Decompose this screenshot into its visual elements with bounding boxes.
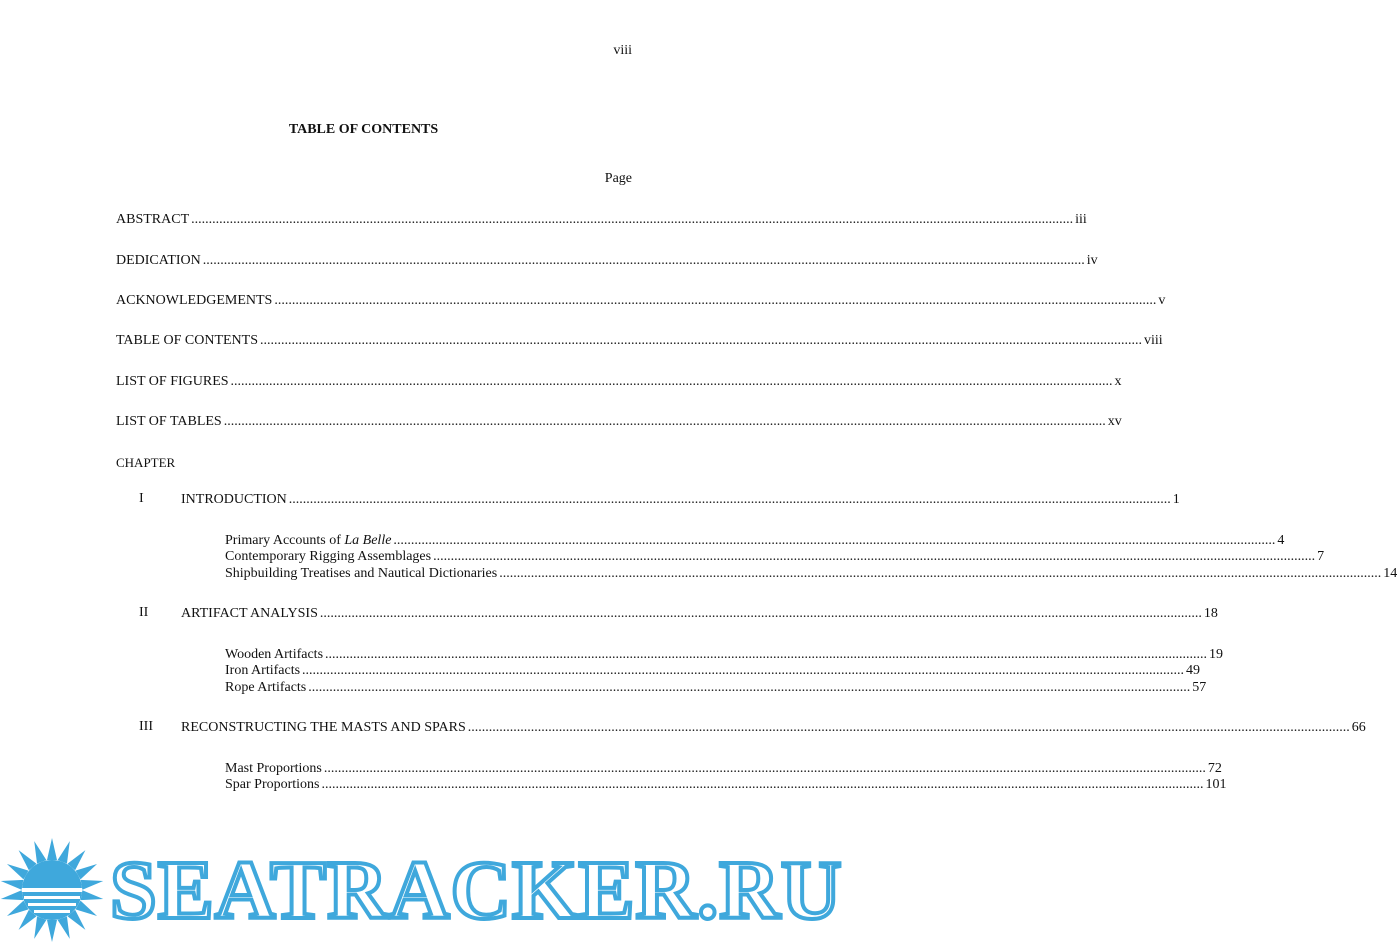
toc-entry-abstract[interactable] (116, 211, 1087, 228)
leader-dots (260, 332, 1142, 349)
toc-entry-label: Spar Proportions (225, 777, 320, 792)
toc-chapter-entry[interactable] (181, 605, 1218, 622)
toc-entry-label: ACKNOWLEDGEMENTS (116, 293, 273, 308)
toc-section-entry[interactable] (225, 646, 1224, 663)
toc-entry-acknowledgements[interactable] (116, 292, 1166, 309)
toc-entry-label: RECONSTRUCTING THE MASTS AND SPARS (181, 720, 466, 735)
page-title: TABLE OF CONTENTS (288, 122, 439, 137)
toc-entry-page: 66 (1351, 720, 1366, 735)
leader-dots (274, 292, 1156, 309)
toc-section-entry[interactable] (225, 679, 1207, 696)
toc-entry-label: Mast Proportions (225, 761, 322, 776)
chapter-numeral: II (139, 605, 149, 620)
leader-dots (302, 662, 1184, 679)
toc-entry-page: v (1158, 293, 1166, 308)
leader-dots (320, 605, 1202, 622)
leader-dots (324, 760, 1206, 777)
toc-section-entry[interactable] (225, 565, 1397, 582)
toc-entry-dedication[interactable] (116, 252, 1098, 269)
toc-entry-page: 72 (1207, 761, 1222, 776)
toc-section-entry[interactable] (225, 760, 1222, 777)
toc-entry-list-of-tables[interactable] (116, 413, 1122, 430)
toc-section-entry[interactable] (225, 662, 1201, 679)
toc-entry-page: 4 (1277, 533, 1285, 548)
toc-entry-label: Rope Artifacts (225, 680, 307, 695)
toc-chapter-entry[interactable] (181, 719, 1366, 736)
page-number: viii (613, 43, 632, 58)
toc-entry-label: DEDICATION (116, 253, 201, 268)
watermark-text: SEATRACKER.RU (110, 844, 843, 937)
toc-entry-label: ARTIFACT ANALYSIS (181, 606, 318, 621)
toc-section-entry[interactable] (225, 532, 1285, 549)
leader-dots (393, 532, 1275, 549)
page-column-label: Page (604, 171, 632, 186)
toc-section-entry[interactable] (225, 776, 1227, 793)
leader-dots (203, 252, 1085, 269)
leader-dots (308, 679, 1190, 696)
leader-dots (468, 719, 1350, 736)
toc-entry-page: 49 (1186, 663, 1201, 678)
italic-ship-name: La Belle (344, 533, 392, 548)
leader-dots (322, 776, 1204, 793)
leader-dots (224, 413, 1106, 430)
toc-entry-label: Wooden Artifacts (225, 647, 324, 662)
toc-entry-label: Contemporary Rigging Assemblages (225, 549, 432, 564)
toc-entry-page: xv (1107, 414, 1122, 429)
leader-dots (433, 548, 1315, 565)
toc-entry-page: 18 (1203, 606, 1218, 621)
toc-entry-page: 101 (1205, 777, 1227, 792)
leader-dots (289, 491, 1171, 508)
chapter-heading: CHAPTER (116, 455, 176, 470)
toc-entry-label: INTRODUCTION (181, 492, 287, 507)
toc-entry-page: iv (1086, 253, 1098, 268)
toc-entry-table-of-contents[interactable] (116, 332, 1163, 349)
leader-dots (325, 646, 1207, 663)
toc-entry-page: viii (1144, 333, 1163, 348)
toc-entry-label: LIST OF TABLES (116, 414, 222, 429)
toc-entry-list-of-figures[interactable] (116, 373, 1122, 390)
toc-entry-page: iii (1075, 212, 1087, 227)
leader-dots (499, 565, 1381, 582)
toc-entry-page: 14 (1383, 566, 1397, 581)
toc-entry-label: ABSTRACT (116, 212, 190, 227)
toc-entry-page: 19 (1209, 647, 1224, 662)
toc-entry-page: 57 (1192, 680, 1207, 695)
toc-entry-label: Shipbuilding Treatises and Nautical Dictionaries (225, 566, 498, 581)
toc-entry-page: 1 (1172, 492, 1180, 507)
toc-chapter-entry[interactable] (181, 491, 1180, 508)
chapter-numeral: III (139, 719, 153, 734)
toc-entry-page: x (1114, 374, 1122, 389)
leader-dots (191, 211, 1073, 228)
toc-section-entry[interactable] (225, 548, 1325, 565)
toc-entry-label: Iron Artifacts (225, 663, 301, 678)
leader-dots (231, 373, 1113, 390)
toc-entry-label: Primary Accounts of La Belle (225, 533, 392, 548)
toc-entry-page: 7 (1317, 549, 1325, 564)
toc-entry-label: LIST OF FIGURES (116, 374, 229, 389)
toc-entry-label: TABLE OF CONTENTS (116, 333, 258, 348)
chapter-numeral: I (139, 491, 144, 506)
